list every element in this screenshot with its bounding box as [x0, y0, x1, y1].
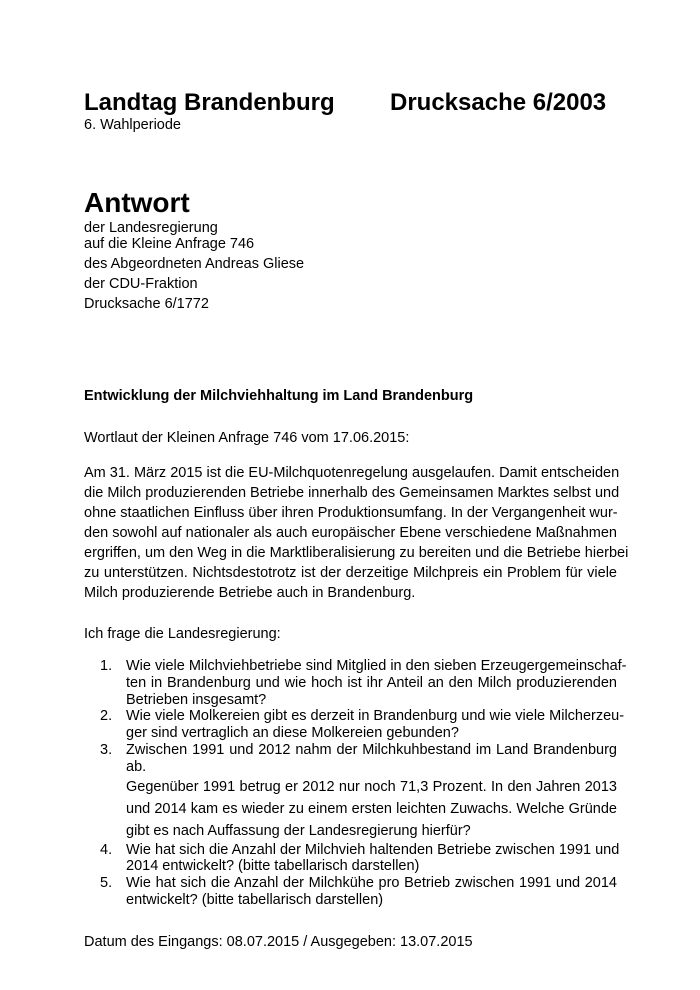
question-line: Wie hat sich die Anzahl der Milchvieh haltenden Betriebe zwischen 1991 und [126, 841, 620, 858]
question-list [100, 658, 627, 909]
intro-line: ohne staatlichen Einfluss über ihren Produktionsumfang. In der Vergangenheit wur- [84, 505, 618, 521]
question-number: 3. [100, 741, 113, 758]
meta-line-faction: der CDU-Fraktion [84, 276, 198, 292]
question-line: ger sind vertraglich an diese Molkereien gebunden? [126, 725, 459, 742]
question-line: Wie viele Milchviehbetriebe sind Mitglied in den sieben Erzeugergemeinschaf- [126, 658, 627, 674]
question-line: gibt es nach Auffassung der Landesregierung hierfür? [126, 822, 471, 839]
question-line: 2014 entwickelt? (bitte tabellarisch darstellen) [126, 858, 420, 875]
intro-line: den sowohl auf nationaler als auch europäischer Ebene verschiedene Maßnahmen [84, 525, 617, 541]
intro-line: die Milch produzierenden Betriebe innerhalb des Gemeinsamen Marktes selbst und [84, 485, 620, 501]
question-line: Wie hat sich die Anzahl der Milchkühe pro Betrieb zwischen 1991 und 2014 [126, 875, 617, 892]
meta-line-government: der Landesregierung [84, 220, 218, 236]
question-item [100, 658, 627, 708]
intro-line: Am 31. März 2015 ist die EU-Milchquotenregelung ausgelaufen. Damit entscheiden [84, 465, 620, 481]
question-line: entwickelt? (bitte tabellarisch darstellen) [126, 891, 384, 908]
dates-footer: Datum des Eingangs: 08.07.2015 / Ausgegeben: 13.07.2015 [84, 934, 473, 950]
question-line: ten in Brandenburg und wie hoch ist ihr Anteil an den Milch produzierenden [126, 674, 617, 691]
question-line: Gegenüber 1991 betrug er 2012 nur noch 71,3 Prozent. In den Jahren 2013 [126, 778, 617, 795]
meta-line-print-number: Drucksache 6/1772 [84, 296, 209, 312]
question-number: 2. [100, 708, 113, 725]
question-number: 5. [100, 875, 113, 892]
document-title: Antwort [84, 187, 190, 218]
question-line: ab. [126, 758, 147, 775]
subject-heading: Entwicklung der Milchviehhaltung im Land Brandenburg [84, 388, 474, 404]
question-intro: Ich frage die Landesregierung: [84, 626, 281, 642]
inquiry-wording-label: Wortlaut der Kleinen Anfrage 746 vom 17.06.2015: [84, 430, 410, 446]
question-item [100, 841, 620, 876]
meta-line-inquiry: auf die Kleine Anfrage 746 [84, 236, 255, 252]
intro-line: ergriffen, um den Weg in die Marktliberalisierung zu bereiten und die Betriebe hierbei [84, 545, 629, 561]
question-number: 1. [100, 658, 113, 674]
question-item [100, 742, 617, 842]
question-line: Betrieben insgesamt? [126, 691, 267, 708]
meta-line-deputy: des Abgeordneten Andreas Gliese [84, 256, 305, 272]
intro-line: zu unterstützen. Nichtsdestotrotz ist der derzeitige Milchpreis ein Problem für viele [84, 565, 617, 581]
institution-title: Landtag Brandenburg [84, 89, 335, 116]
question-line: Wie viele Molkereien gibt es derzeit in Brandenburg und wie viele Milcherzeu- [126, 708, 625, 725]
intro-line: Milch produzierende Betriebe auch in Brandenburg. [84, 585, 416, 601]
intro-paragraph [84, 463, 629, 603]
question-line: Zwischen 1991 und 2012 nahm der Milchkuhbestand im Land Brandenburg [126, 741, 617, 758]
question-line: und 2014 kam es wieder zu einem ersten leichten Zuwachs. Welche Gründe [126, 800, 617, 817]
legislative-period: 6. Wahlperiode [84, 117, 181, 133]
document-number: Drucksache 6/2003 [390, 89, 607, 116]
question-item [100, 708, 625, 742]
question-number: 4. [100, 841, 113, 858]
question-item [100, 875, 617, 909]
